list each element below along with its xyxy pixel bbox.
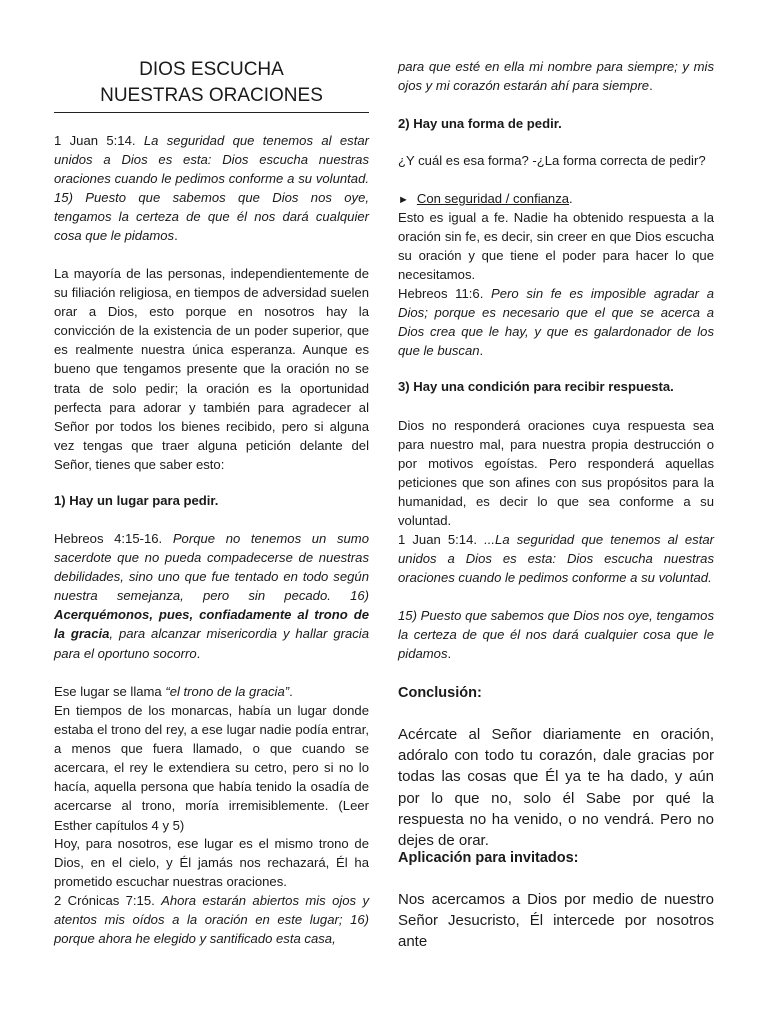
verse-ref: 1 Juan 5:14. <box>398 532 478 547</box>
section-heading-2: 2) Hay una forma de pedir. <box>398 116 562 131</box>
john-verse-repeat <box>398 530 714 587</box>
verse-ref: 1 Juan 5:14. <box>54 133 136 148</box>
verse-text-2: , para alcanzar misericordia y hallar gracia para el oportuno socorro <box>54 626 369 661</box>
intro-paragraph: La mayoría de las personas, independientemente de su filiación religiosa, en tiempos de adversidad suelen orar a Dios, esto porque en nosotros hay la convicción de la existencia de un poder superior, que es realmente nuestra única esperanza. Aunque es bueno que tengamos presente que la oración no se trata de solo pedir; la oración es la oportunidad perfecta para adorar y también para agradecer al Señor por todos los bienes recibido, pero si alguna vez tengas que traer alguna petición delante del Señor, tienes que saber esto: <box>54 266 369 472</box>
verse-text: La seguridad que tenemos al estar unidos a Dios es esta: Dios escucha nuestras oraciones cuando le pedimos conforme a su voluntad. 15) Puesto que sabemos que Dios nos oye, tengamos la certeza de que él nos dará cualquier cosa que le pidamos <box>54 133 369 244</box>
verse-text: Ahora estarán abiertos mis ojos y atentos mis oídos a la oración en este lugar; 16) porque ahora he elegido y santificado esta casa, <box>54 893 369 947</box>
title-line-1: DIOS ESCUCHA <box>139 59 284 80</box>
john-verse-15: 15) Puesto que sabemos que Dios nos oye, tengamos la certeza de que él nos dará cualquier cosa que le pidamos. <box>398 608 714 662</box>
title-divider <box>54 112 369 113</box>
conclusion-heading: Conclusión: <box>398 685 482 701</box>
conclusion-paragraph: Acércate al Señor diariamente en oración, adóralo con todo tu corazón, dale gracias por todas las cosas que Él ya te ha dado, y aún por lo que no, solo él Sabe por qué la respuesta no ha venido, o no vendrá. Pero no dejes de orar. <box>398 726 714 850</box>
hebrews-11-verse: Hebreos 11:6. Pero sin fe es imposible agradar a Dios; porque es necesario que el que se acerca a Dios crea que le hay, y que es galardonador de los que le buscan. <box>398 286 714 359</box>
verse-text: para que esté en ella mi nombre para siempre; y mis ojos y mi corazón estarán ahí para siempre <box>398 59 714 94</box>
verse-text: Porque no tenemos un sumo sacerdote que no pueda compadecerse de nuestras debilidades, sino uno que fue tentado en todo según nuestra semejanza, pero sin pecado. 16) <box>54 531 369 604</box>
bullet-text: Con seguridad / confianza <box>416 191 570 206</box>
throne-quote: “el trono de la gracia” <box>165 684 290 699</box>
title-line-2: NUESTRAS ORACIONES <box>100 85 323 106</box>
verse-ref: Hebreos 11:6. <box>398 286 484 301</box>
condition-paragraph: Dios no responderá oraciones cuya respuesta sea para nuestro mal, para nuestra propia destrucción o por motivos egoístas. Pero responderá aquellas peticiones que son afines con sus propósitos para la humanidad, es decir lo que sea conforme a su voluntad. <box>398 418 714 529</box>
intro-verse: 1 Juan 5:14. La seguridad que tenemos al estar unidos a Dios es esta: Dios escucha nuestras oraciones cuando le pedimos conforme a su voluntad. 15) Puesto que sabemos que Dios nos oye, tengamos la certeza de que él nos dará cualquier cosa que le pidamos. <box>54 133 369 244</box>
chronicles-continued: para que esté en ella mi nombre para siempre; y mis ojos y mi corazón estarán ahí para siempre. <box>398 59 714 94</box>
verse-emphasis: Acerquémonos, pues, confiadamente al trono de la gracia <box>54 607 369 642</box>
verse-ref: 2 Crónicas 7:15. <box>54 893 155 908</box>
verse-text: ...La seguridad que tenemos al estar unidos a Dios es esta: Dios escucha nuestras oraciones cuando le pedimos conforme a su voluntad. <box>398 532 715 586</box>
verse-text: Pero sin fe es imposible agradar a Dios; porque es necesario que el que se acerca a Dios crea que le hay, y que es galardonador de los que le buscan <box>398 286 714 359</box>
application-paragraph: Nos acercamos a Dios por medio de nuestro Señor Jesucristo, Él intercede por nosotros ante <box>398 891 714 951</box>
section-heading-3: 3) Hay una condición para recibir respuesta. <box>398 379 674 394</box>
verse-text: 15) Puesto que sabemos que Dios nos oye, tengamos la certeza de que él nos dará cualquier cosa que le pidamos <box>398 608 714 662</box>
section-heading-1: 1) Hay un lugar para pedir. <box>54 493 219 508</box>
throne-line: Ese lugar se llama “el trono de la gracia”. <box>54 684 293 699</box>
hebrews-verse: Hebreos 4:15-16. Porque no tenemos un sumo sacerdote que no pueda compadecerse de nuestras debilidades, sino uno que fue tentado en todo según nuestra semejanza, pero sin pecado. 16) Acerquémonos, pues, confiadamente al trono de la gracia, para alcanzar misericordia y hallar gracia para el oportuno socorro. <box>54 531 369 661</box>
arrow-bullet-icon: ► <box>398 194 409 206</box>
question-line: ¿Y cuál es esa forma? -¿La forma correcta de pedir? <box>398 153 706 168</box>
throne-label: Ese lugar se llama <box>54 684 162 699</box>
today-paragraph: Hoy, para nosotros, ese lugar es el mismo trono de Dios, en el cielo, y Él jamás nos rechazará, Él ha prometido escuchar nuestras oraciones. <box>54 836 369 890</box>
monarchs-paragraph: En tiempos de los monarcas, había un lugar donde estaba el trono del rey, a ese lugar nadie podía entrar, a menos que fuera llamado, o que cuando se acercara, el rey le extendiera su cetro, pero si no lo hacía, aquella persona que había tenido la osadía de acercarse al trono, moría irremisiblemente. (Leer Esther capítulos 4 y 5) <box>54 703 369 833</box>
faith-paragraph: Esto es igual a fe. Nadie ha obtenido respuesta a la oración sin fe, es decir, sin creer en que Dios escucha su oración y que tiene el poder para hacer lo que necesitamos. <box>398 210 714 283</box>
application-heading: Aplicación para invitados: <box>398 850 579 866</box>
page-title <box>54 57 369 109</box>
chronicles-verse <box>54 891 369 948</box>
verse-ref: Hebreos 4:15-16. <box>54 531 163 546</box>
bullet-item: ► Con seguridad / confianza. <box>398 191 573 206</box>
